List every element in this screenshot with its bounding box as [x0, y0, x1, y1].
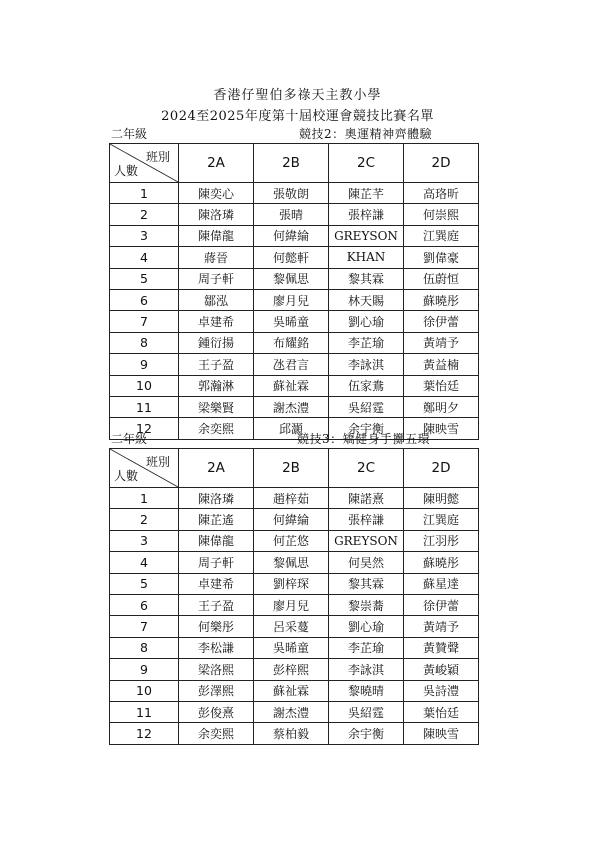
table-row	[110, 637, 479, 658]
student-name-cell: 李詠淇	[329, 659, 404, 680]
student-name-cell: 徐伊蕾	[404, 311, 479, 332]
row-number: 6	[110, 594, 179, 615]
row-number: 2	[110, 509, 179, 530]
table-row	[110, 183, 479, 204]
student-name-cell: 卓建希	[179, 311, 254, 332]
student-name-cell: 葉怡廷	[404, 375, 479, 396]
student-name-cell: 蘇曉彤	[404, 552, 479, 573]
student-name-cell: 徐伊蕾	[404, 594, 479, 615]
student-name-cell: 謝杰澧	[254, 701, 329, 722]
student-name-cell: 蘇祉霖	[254, 680, 329, 701]
student-name-cell: 黎曉晴	[329, 680, 404, 701]
grade-label: 二年級	[111, 127, 148, 141]
student-name-cell: 劉偉豪	[404, 247, 479, 268]
student-name-cell: 陳芷芊	[329, 183, 404, 204]
student-name-cell: GREYSON	[329, 225, 404, 246]
column-header: 2C	[329, 144, 404, 183]
row-number: 4	[110, 552, 179, 573]
row-number: 12	[110, 418, 179, 439]
student-name-cell: 陳偉龍	[179, 225, 254, 246]
table-row	[110, 701, 479, 722]
student-name-cell: 吳紹霆	[329, 396, 404, 417]
row-number: 8	[110, 332, 179, 353]
student-name-cell: 何芷悠	[254, 530, 329, 551]
document-title: 2024至2025年度第十屆校運會競技比賽名單	[161, 109, 434, 124]
student-name-cell: 呂采蔓	[254, 616, 329, 637]
student-name-cell: 張晴	[254, 204, 329, 225]
student-name-cell: 廖月兒	[254, 594, 329, 615]
student-name-cell: 伍蔚恒	[404, 268, 479, 289]
student-name-cell: 廖月兒	[254, 289, 329, 310]
table-row	[110, 289, 479, 310]
student-name-cell: 鄭明夕	[404, 396, 479, 417]
table-row	[110, 311, 479, 332]
table-header-row	[110, 144, 479, 183]
row-number: 4	[110, 247, 179, 268]
row-number: 11	[110, 701, 179, 722]
row-number: 10	[110, 375, 179, 396]
table-header-row	[110, 449, 479, 488]
student-name-cell: 氹君言	[254, 354, 329, 375]
student-name-cell: 葉怡廷	[404, 701, 479, 722]
student-name-cell: 江羽彤	[404, 530, 479, 551]
column-header: 2C	[329, 449, 404, 488]
student-name-cell: 周子軒	[179, 552, 254, 573]
student-name-cell: GREYSON	[329, 530, 404, 551]
student-name-cell: 鍾衍揚	[179, 332, 254, 353]
table-row	[110, 375, 479, 396]
column-header: 2B	[254, 449, 329, 488]
student-name-cell: 郭瀚淋	[179, 375, 254, 396]
count-label: 人數	[114, 164, 139, 178]
student-name-cell: 何懿軒	[254, 247, 329, 268]
column-header: 2D	[404, 144, 479, 183]
table-row	[110, 530, 479, 551]
student-name-cell: 何樂彤	[179, 616, 254, 637]
student-name-cell: 黎其霖	[329, 573, 404, 594]
student-name-cell: 卓建希	[179, 573, 254, 594]
table-row	[110, 247, 479, 268]
student-name-cell: 蘇曉彤	[404, 289, 479, 310]
table-row	[110, 268, 479, 289]
table-row	[110, 354, 479, 375]
table-row	[110, 723, 479, 744]
student-name-cell: 陳明懿	[404, 488, 479, 509]
student-name-cell: 陳洛璘	[179, 204, 254, 225]
student-name-cell: 張梓謙	[329, 204, 404, 225]
row-number: 10	[110, 680, 179, 701]
row-number: 7	[110, 311, 179, 332]
student-name-cell: 王子盈	[179, 354, 254, 375]
student-name-cell: 吳晞童	[254, 311, 329, 332]
student-name-cell: 趙梓茹	[254, 488, 329, 509]
table-row	[110, 204, 479, 225]
student-name-cell: 蘇星達	[404, 573, 479, 594]
header-corner-cell	[110, 144, 179, 183]
row-number: 12	[110, 723, 179, 744]
student-name-cell: 彭梓熙	[254, 659, 329, 680]
student-name-cell: 何崇熙	[404, 204, 479, 225]
student-name-cell: 王子盈	[179, 594, 254, 615]
school-name: 香港仔聖伯多祿天主教小學	[213, 88, 382, 103]
student-name-cell: 布耀銘	[254, 332, 329, 353]
student-name-cell: 陳奕心	[179, 183, 254, 204]
table-row	[110, 594, 479, 615]
student-name-cell: 陳洛璘	[179, 488, 254, 509]
student-name-cell: 吳晞童	[254, 637, 329, 658]
student-name-cell: 余奕熙	[179, 418, 254, 439]
row-number: 3	[110, 530, 179, 551]
student-name-cell: 陳芷遙	[179, 509, 254, 530]
row-number: 9	[110, 659, 179, 680]
student-name-cell: 李芷瑜	[329, 637, 404, 658]
table-row	[110, 616, 479, 637]
table-row	[110, 573, 479, 594]
student-name-cell: 蘇祉霖	[254, 375, 329, 396]
student-name-cell: 彭澤熙	[179, 680, 254, 701]
table-row	[110, 680, 479, 701]
student-name-cell: KHAN	[329, 247, 404, 268]
event-title: 競技2：奧運精神齊體驗	[299, 127, 433, 141]
student-name-cell: 余宇衡	[329, 418, 404, 439]
table-row	[110, 225, 479, 246]
event-title: 競技3：矯健身手擲五環	[297, 432, 431, 446]
student-name-cell: 邱灝	[254, 418, 329, 439]
student-name-cell: 余奕熙	[179, 723, 254, 744]
student-name-cell: 黃靖予	[404, 332, 479, 353]
column-header: 2A	[179, 449, 254, 488]
student-name-cell: 吳詩澧	[404, 680, 479, 701]
student-name-cell: 劉梓琛	[254, 573, 329, 594]
student-name-cell: 梁洛熙	[179, 659, 254, 680]
table-row	[110, 332, 479, 353]
header-corner-cell	[110, 449, 179, 488]
student-name-cell: 伍家鴦	[329, 375, 404, 396]
student-name-cell: 林天賜	[329, 289, 404, 310]
row-number: 3	[110, 225, 179, 246]
student-name-cell: 何昊然	[329, 552, 404, 573]
table-row	[110, 509, 479, 530]
student-name-cell: 李詠淇	[329, 354, 404, 375]
student-name-cell: 蔣晉	[179, 247, 254, 268]
row-number: 7	[110, 616, 179, 637]
student-name-cell: 周子軒	[179, 268, 254, 289]
student-name-cell: 張敬朗	[254, 183, 329, 204]
table-row	[110, 488, 479, 509]
student-name-cell: 陳映雪	[404, 723, 479, 744]
student-name-cell: 何緯綸	[254, 509, 329, 530]
row-number: 9	[110, 354, 179, 375]
student-name-cell: 黎其霖	[329, 268, 404, 289]
student-name-cell: 黎佩思	[254, 552, 329, 573]
student-name-cell: 李松謙	[179, 637, 254, 658]
student-name-cell: 李芷瑜	[329, 332, 404, 353]
student-name-cell: 彭俊熹	[179, 701, 254, 722]
student-name-cell: 劉心瑜	[329, 616, 404, 637]
student-name-cell: 黃贊聲	[404, 637, 479, 658]
student-name-cell: 謝杰澧	[254, 396, 329, 417]
table-row	[110, 659, 479, 680]
row-number: 1	[110, 488, 179, 509]
student-name-cell: 蔡柏毅	[254, 723, 329, 744]
student-name-cell: 黃峻穎	[404, 659, 479, 680]
student-name-cell: 黎崇蕎	[329, 594, 404, 615]
student-name-cell: 黎佩思	[254, 268, 329, 289]
student-name-cell: 吳紹霆	[329, 701, 404, 722]
row-number: 8	[110, 637, 179, 658]
student-name-cell: 江巽庭	[404, 509, 479, 530]
row-number: 11	[110, 396, 179, 417]
student-name-cell: 鄒泓	[179, 289, 254, 310]
student-name-cell: 黃靖予	[404, 616, 479, 637]
event-2-table	[109, 143, 479, 440]
student-name-cell: 江巽庭	[404, 225, 479, 246]
table-row	[110, 396, 479, 417]
grade-label: 二年級	[111, 432, 148, 446]
row-number: 5	[110, 268, 179, 289]
student-name-cell: 何緯綸	[254, 225, 329, 246]
student-name-cell: 劉心瑜	[329, 311, 404, 332]
student-name-cell: 陳映雪	[404, 418, 479, 439]
student-name-cell: 余宇衡	[329, 723, 404, 744]
student-name-cell: 黃益楠	[404, 354, 479, 375]
table-row	[110, 552, 479, 573]
count-label: 人數	[114, 469, 139, 483]
student-name-cell: 高珞昕	[404, 183, 479, 204]
row-number: 2	[110, 204, 179, 225]
column-header: 2B	[254, 144, 329, 183]
class-label: 班別	[145, 150, 170, 164]
column-header: 2D	[404, 449, 479, 488]
student-name-cell: 陳諾熹	[329, 488, 404, 509]
class-label: 班別	[145, 455, 170, 469]
row-number: 6	[110, 289, 179, 310]
student-name-cell: 陳偉龍	[179, 530, 254, 551]
student-name-cell: 梁樂賢	[179, 396, 254, 417]
column-header: 2A	[179, 144, 254, 183]
student-name-cell: 張梓謙	[329, 509, 404, 530]
event-3-table	[109, 448, 479, 745]
row-number: 5	[110, 573, 179, 594]
row-number: 1	[110, 183, 179, 204]
